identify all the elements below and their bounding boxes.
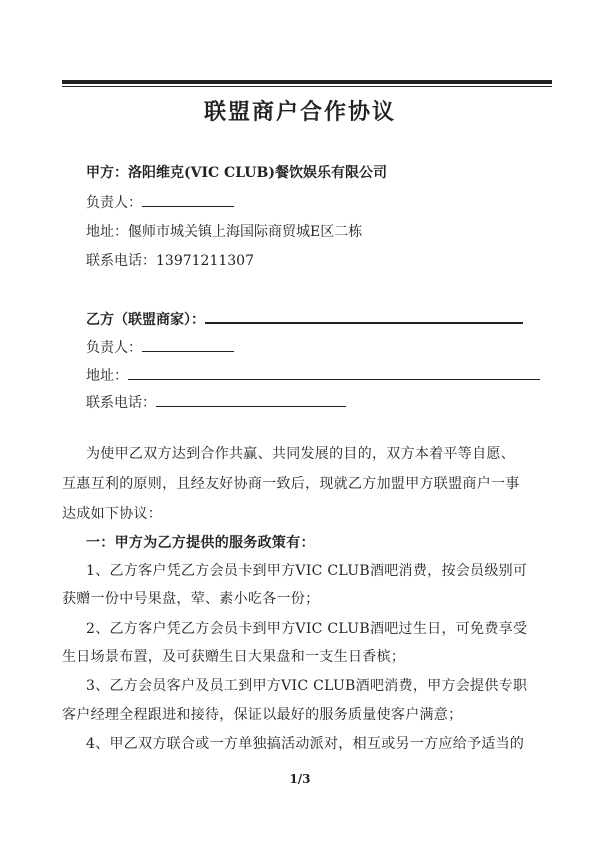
clause-line: 客户经理全程跟进和接待，保证以最好的服务质量使客户满意； <box>62 707 463 723</box>
clause-line: 2、乙方客户凭乙方会员卡到甲方VIC CLUB酒吧过生日，可免费享受 <box>86 621 528 637</box>
intro-line: 为使甲乙双方达到合作共赢、共同发展的目的，双方本着平等自愿、 <box>86 446 515 462</box>
party-b-heading <box>86 308 523 329</box>
page-number: 1/3 <box>289 772 311 786</box>
clause-line: 3、乙方会员客户及员工到甲方VIC CLUB酒吧消费，甲方会提供专职 <box>86 678 528 694</box>
party-b-contact-label: 负责人： <box>86 340 142 356</box>
party-b-name-blank[interactable] <box>205 308 523 324</box>
party-b-phone-blank[interactable] <box>156 392 346 407</box>
clause-line: 1、乙方客户凭乙方会员卡到甲方VIC CLUB酒吧消费，按会员级别可 <box>86 563 528 579</box>
party-b-address-label: 地址： <box>86 368 128 384</box>
party-a-name: 甲方：洛阳维克(VIC CLUB)餐饮娱乐有限公司 <box>86 165 387 181</box>
party-b-address-blank[interactable] <box>128 365 540 380</box>
intro-line: 互惠互利的原则，且经友好协商一致后，现就乙方加盟甲方联盟商户一事 <box>62 476 520 492</box>
clause-line: 4、甲乙双方联合或一方单独搞活动派对，相互或另一方应给予适当的 <box>86 736 525 752</box>
section-heading: 一：甲方为乙方提供的服务政策有： <box>86 535 315 551</box>
party-b-address <box>86 365 540 385</box>
clause-line: 生日场景布置，及可获赠生日大果盘和一支生日香槟； <box>62 649 406 665</box>
party-b-contact <box>86 337 234 357</box>
party-a-contact-label: 负责人： <box>86 195 142 211</box>
party-a-contact <box>86 192 234 212</box>
party-b-contact-blank[interactable] <box>142 337 234 352</box>
clause-line: 获赠一份中号果盘，荤、素小吃各一份； <box>62 591 320 607</box>
document-title: 联盟商户合作协议 <box>203 99 396 125</box>
header-rule-thin <box>62 86 552 87</box>
header-rule-thick <box>62 80 552 84</box>
party-b-phone-label: 联系电话： <box>86 395 156 411</box>
party-a-address: 地址：偃师市城关镇上海国际商贸城E区二栋 <box>86 224 363 240</box>
party-a-phone: 联系电话：13971211307 <box>86 253 254 269</box>
intro-line: 达成如下协议： <box>62 506 163 522</box>
party-a-contact-blank[interactable] <box>142 192 234 207</box>
party-b-label: 乙方（联盟商家）： <box>86 312 205 328</box>
party-b-phone <box>86 392 346 412</box>
